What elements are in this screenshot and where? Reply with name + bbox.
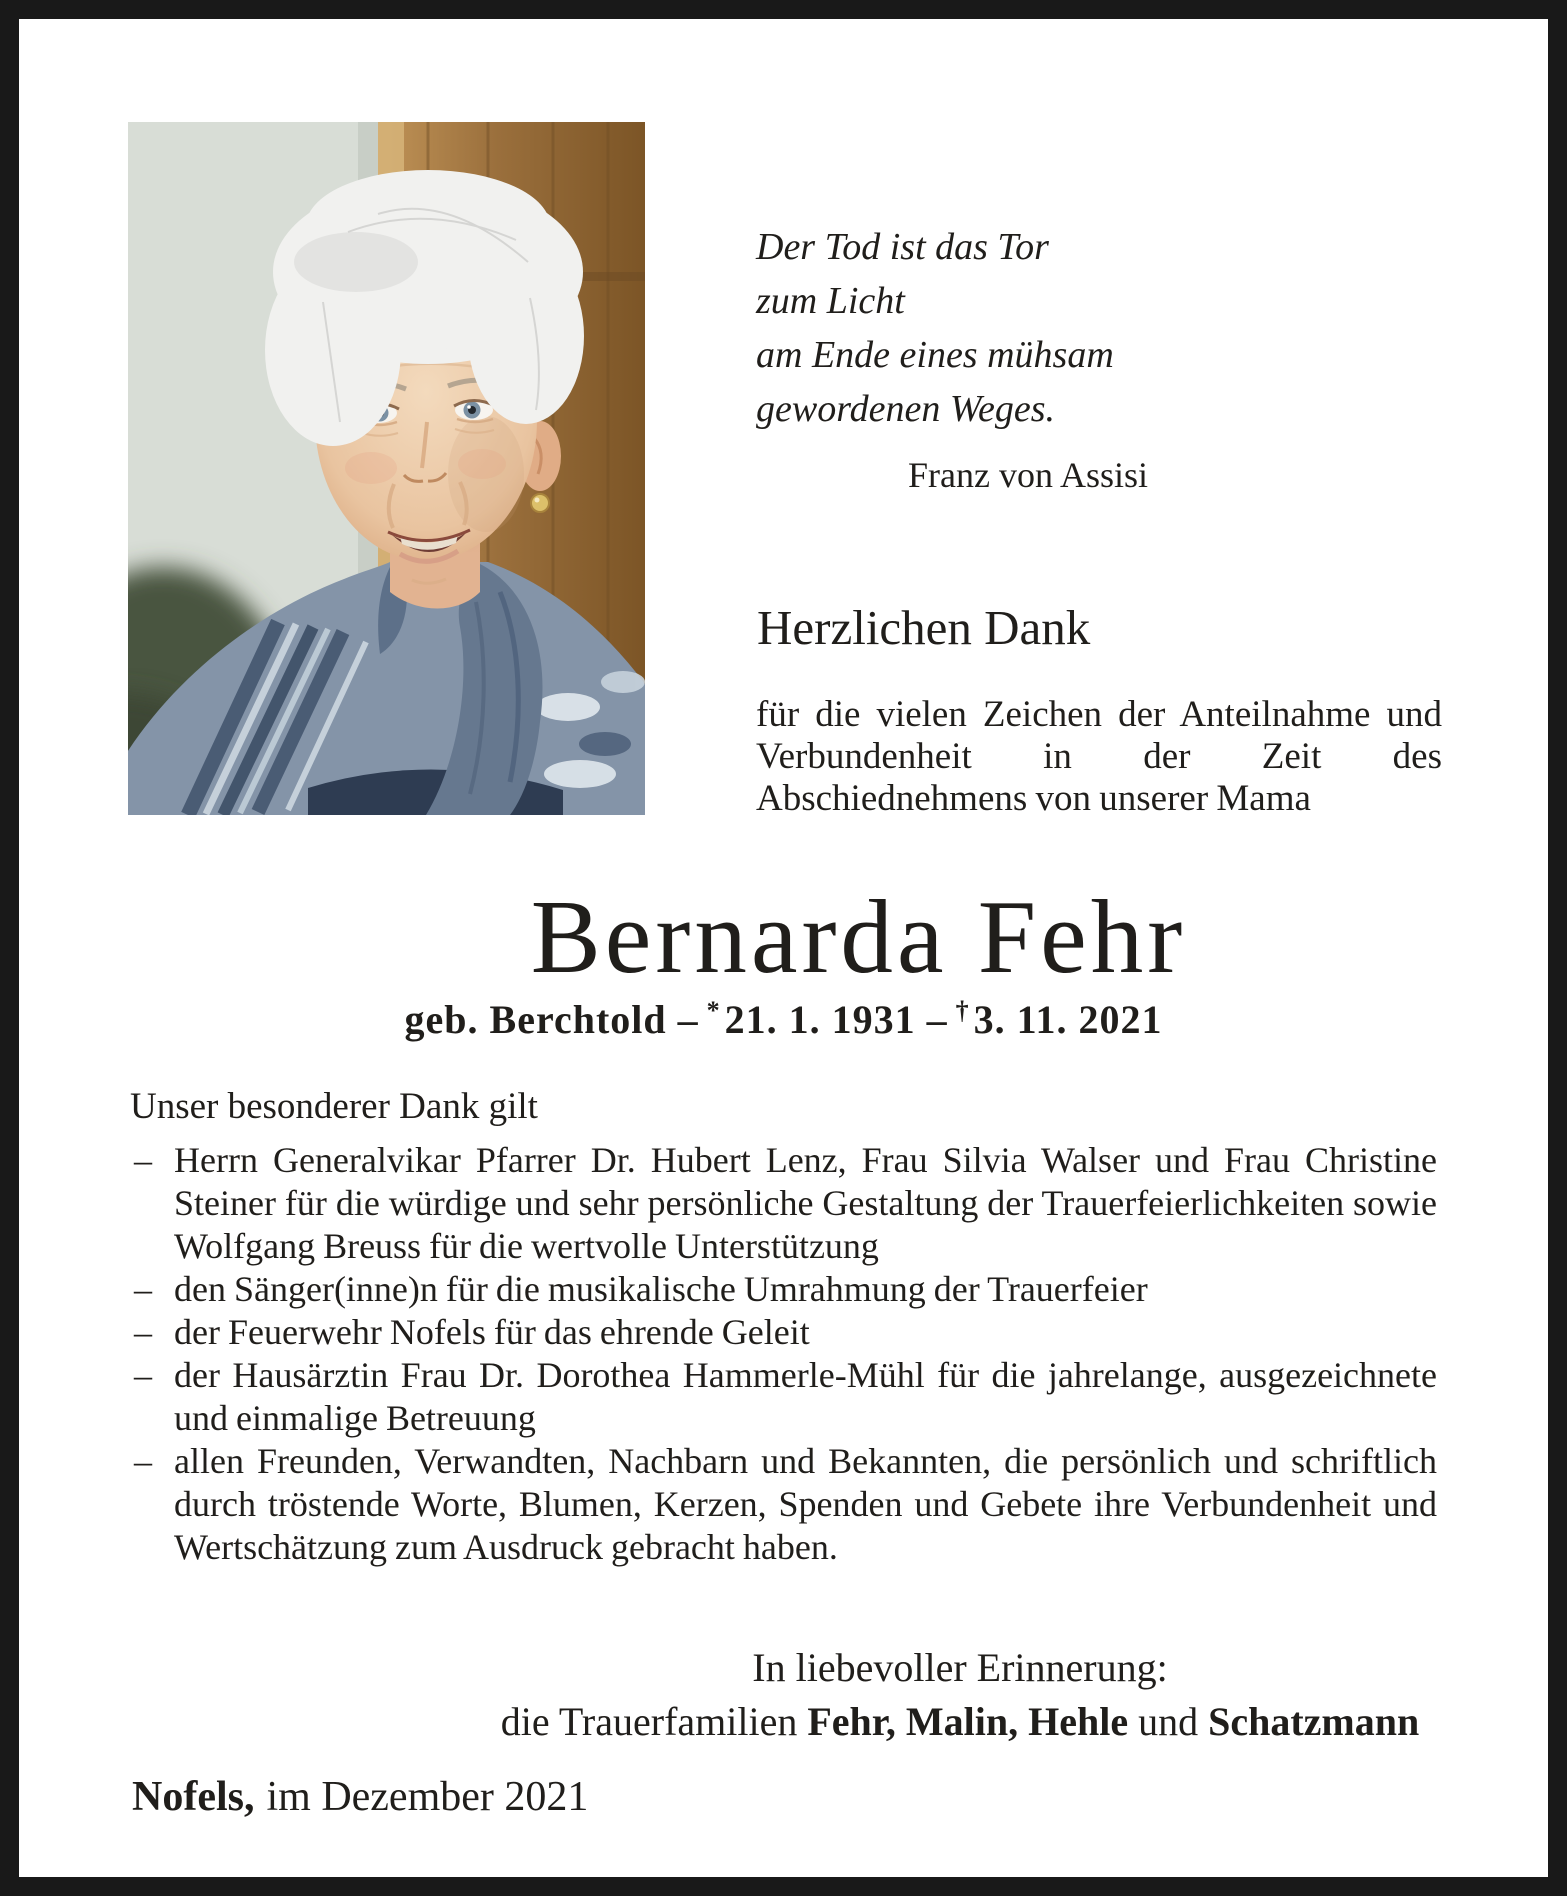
birth-star-symbol: * (706, 996, 721, 1025)
gratitude-item (130, 1139, 1437, 1268)
list-dash-marker: – (134, 1355, 152, 1395)
place-name: Nofels, (132, 1774, 255, 1820)
thanks-intro: für die vielen Zeichen der Anteilnahme und Verbundenheit in der Zeit des Abschiednehmens von unserer Mama (756, 694, 1442, 819)
gratitude-list (130, 1139, 1437, 1569)
memory-line: In liebevoller Erinnerung: (752, 1645, 1168, 1690)
list-dash-marker: – (134, 1441, 152, 1481)
quote-line: Der Tod ist das Tor (756, 226, 1049, 268)
portrait-illustration (128, 122, 645, 815)
thanks-heading: Herzlichen Dank (757, 600, 1091, 655)
portrait-photo (128, 122, 645, 815)
maiden-name: geb. Berchtold – (404, 997, 699, 1042)
death-cross-symbol: † (955, 996, 970, 1025)
list-dash-marker: – (134, 1269, 152, 1309)
gratitude-item (130, 1268, 1437, 1311)
place-date-line (132, 1773, 588, 1821)
gratitude-item (130, 1311, 1437, 1354)
quote-line: zum Licht (756, 280, 905, 322)
quote-line: am Ende eines mühsam (756, 334, 1114, 376)
gratitude-item (130, 1354, 1437, 1440)
closing-block (433, 1641, 1487, 1749)
birth-death-line (130, 996, 1437, 1043)
quote-attribution: Franz von Assisi (907, 455, 1148, 495)
gratitude-item-text: der Feuerwehr Nofels für das ehrende Geleit (174, 1312, 810, 1352)
family-names-group2: Schatzmann (1208, 1699, 1420, 1744)
gratitude-item-text: allen Freunden, Verwandten, Nachbarn und Bekannten, die persönlich und schriftlich durch tröstende Worte, Blumen, Kerzen, Spenden und Gebete ihre Verbundenheit und Wertschätzung zum Ausdruck gebracht haben. (174, 1441, 1437, 1567)
families-conjunction: und (1138, 1699, 1199, 1744)
list-dash-marker: – (134, 1140, 152, 1180)
list-dash-marker: – (134, 1312, 152, 1352)
birth-date: 21. 1. 1931 – (724, 997, 948, 1042)
deceased-name: Bernarda Fehr (530, 878, 1187, 995)
gratitude-heading: Unser besonderer Dank gilt (130, 1086, 538, 1127)
gratitude-item-text: den Sänger(inne)n für die musikalische Umrahmung der Trauerfeier (174, 1269, 1148, 1309)
families-line (433, 1695, 1487, 1749)
death-date: 3. 11. 2021 (973, 997, 1163, 1042)
family-names-group1: Fehr, Malin, Hehle (807, 1699, 1129, 1744)
gratitude-item-text: Herrn Generalvikar Pfarrer Dr. Hubert Lenz, Frau Silvia Walser und Frau Christine Steiner für die würdige und sehr persönliche Gestaltung der Trauerfeierlichkeiten sowie Wolfgang Breuss für die wertvolle Unterstützung (174, 1140, 1437, 1266)
gratitude-item (130, 1440, 1437, 1569)
families-prefix: die Trauerfamilien (500, 1699, 798, 1744)
quote-block (756, 220, 1148, 502)
date-text: im Dezember 2021 (266, 1774, 589, 1820)
gratitude-item-text: der Hausärztin Frau Dr. Dorothea Hammerle-Mühl für die jahrelange, ausgezeichnete und einmalige Betreuung (174, 1355, 1437, 1438)
quote-line: gewordenen Weges. (756, 388, 1056, 430)
gold-earring (531, 494, 549, 512)
